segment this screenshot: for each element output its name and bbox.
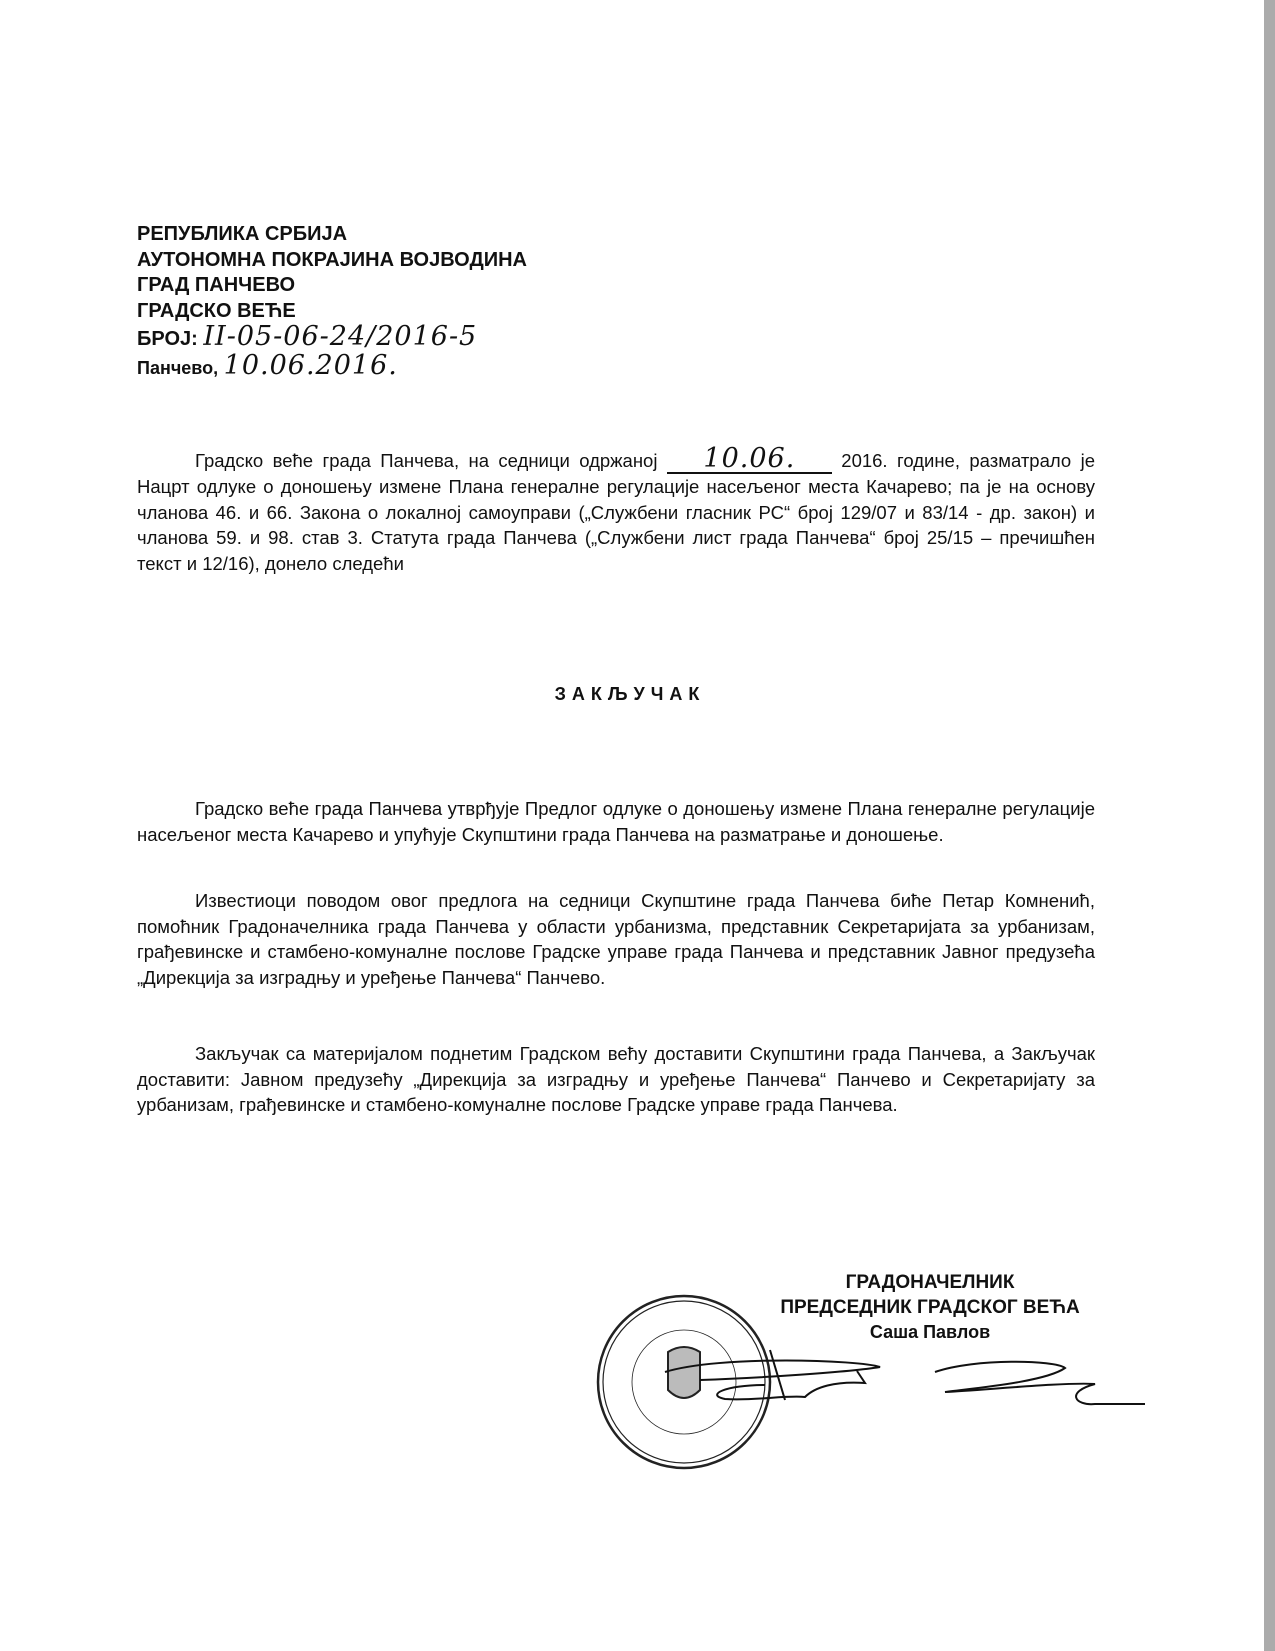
paragraph-preamble: Градско веће града Панчева, на седници одржаној 10.06. 2016. године, разматрало је Нацрт одлуке о доношењу измене Плана генералне регулације насељеног места Качарево; па је на основу чланова 46. и 66. Закона о локалној самоуправи („Службени гласник РС“ број 129/07 и 83/14 - др. закон) и чланова 59. и 98. став 3. Статута града Панчева („Службени лист града Панчева“ број 25/15 – пречишћен текст и 12/16), донело следећи xyxy=(137,443,1095,574)
signatory-name: Саша Павлов xyxy=(869,1322,991,1342)
place-date: Панчево, 10.06.2016. xyxy=(137,349,398,381)
signatory-title: ПРЕДСЕДНИК ГРАДСКОГ ВЕЋА xyxy=(780,1297,1080,1318)
header-line: АУТОНОМНА ПОКРАЈИНА ВОЈВОДИНА xyxy=(137,248,527,271)
header-line: РЕПУБЛИКА СРБИЈА xyxy=(137,223,348,245)
handwritten-session-date: 10.06. xyxy=(703,443,796,474)
coat-of-arms-icon xyxy=(668,1347,700,1398)
document-title: ЗАКЉУЧАК xyxy=(554,684,706,704)
handwritten-date: 10.06.2016. xyxy=(223,349,398,381)
paragraph-reporters: Известиоци поводом овог предлога на седници Скупштине града Панчева биће Петар Комненић, помоћник Градоначелника града Панчева у области урбанизма, представник Секретаријата за урбанизам, грађевинске и стамбено-комуналне послове Градске управе града Панчева и представник Јавног предузећа „Дирекција за изградњу и уређење Панчева“ Панчево. xyxy=(137,890,1095,988)
handwritten-number: II-05-06-24/2016-5 xyxy=(203,321,478,353)
header-line: ГРАДСКО ВЕЋЕ xyxy=(137,299,296,322)
paragraph-conclusion: Градско веће града Панчева утврђује Предлог одлуке о доношењу измене Плана генералне регулације насељеног места Качарево и упућује Скупштини града Панчева на разматрање и доношење. xyxy=(137,798,1095,845)
document-number: БРОЈ: II-05-06-24/2016-5 xyxy=(137,321,478,353)
paragraph-delivery: Закључак са материјалом поднетим Градском већу доставити Скупштини града Панчева, а Закључак доставити: Јавном предузећу „Дирекција за изградњу и уређење Панчева“ Панчево и Секретаријату за урбанизам, грађевинске и стамбено-комуналне послове Градске управе града Панчева. xyxy=(137,1043,1095,1115)
signature-scribble xyxy=(665,1350,1145,1404)
official-stamp xyxy=(598,1296,770,1468)
signatory-title: ГРАДОНАЧЕЛНИК xyxy=(845,1272,1015,1293)
header-line: ГРАД ПАНЧЕВО xyxy=(137,274,296,297)
